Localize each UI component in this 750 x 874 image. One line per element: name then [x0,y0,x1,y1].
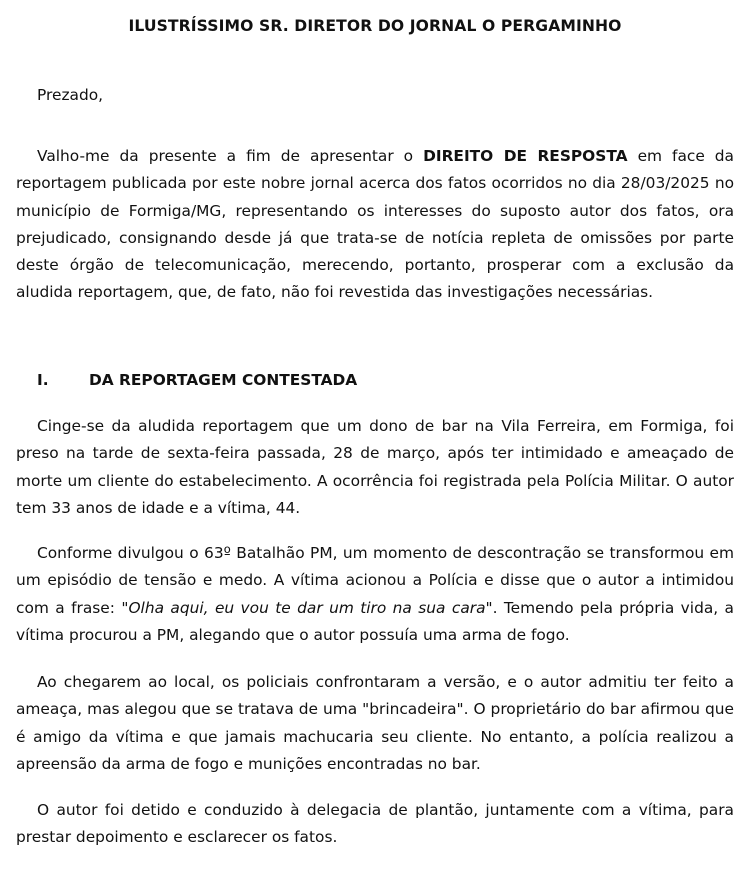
section-heading [37,371,357,389]
intro-text-end: em face da reportagem publicada por este nobre jornal acerca dos fatos ocorridos no dia 28/03/2025 no município de Formiga/MG, representando os interesses do suposto autor dos fatos, ora prejudicado, consignando desde já que trata-se de notícia repleta de omissões por parte deste órgão de telecomunicação, merecendo, portanto, prosperar com a exclusão da aludida reportagem, que, de fato, não foi revestida das investigações necessárias. [16,147,734,302]
intro-text-start: Valho-me da presente a fim de apresentar o [37,147,424,165]
intro-bold-phrase: DIREITO DE RESPOSTA [423,147,628,165]
document-title: ILUSTRÍSSIMO SR. DIRETOR DO JORNAL O PERGAMINHO [128,17,622,35]
paragraph-2-text-start: Conforme divulgou o 63º Batalhão PM, um momento de descontração se transformou em um episódio de tensão e medo. A vítima acionou a Polícia e disse que o autor a intimidou com a frase: [16,544,734,617]
paragraph-2-quote: "Olha aqui, eu vou te dar um tiro na sua cara" [121,598,493,617]
salutation: Prezado, [37,86,104,104]
body-paragraph-1: Cinge-se da aludida reportagem que um dono de bar na Vila Ferreira, em Formiga, foi preso na tarde de sexta-feira passada, 28 de março, após ter intimidado e ameaçado de morte um cliente do estabelecimento. A ocorrência foi registrada pela Polícia Militar. O autor tem 33 anos de idade e a vítima, 44. [16,417,734,517]
paragraph-2-text-end: . Temendo pela própria vida, a vítima procurou a PM, alegando que o autor possuía uma arma de fogo. [16,598,734,644]
body-paragraph-3: Ao chegarem ao local, os policiais confrontaram a versão, e o autor admitiu ter feito a ameaça, mas alegou que se tratava de uma "brincadeira". O proprietário do bar afirmou que é amigo da vítima e que jamais machucaria seu cliente. No entanto, a polícia realizou a apreensão da arma de fogo e munições encontradas no bar. [16,673,734,773]
body-paragraph-2 [16,540,734,649]
section-title: DA REPORTAGEM CONTESTADA [89,371,358,389]
body-paragraph-4: O autor foi detido e conduzido à delegacia de plantão, juntamente com a vítima, para prestar depoimento e esclarecer os fatos. [16,801,734,847]
intro-paragraph [16,143,734,307]
section-number: I. [37,371,49,389]
